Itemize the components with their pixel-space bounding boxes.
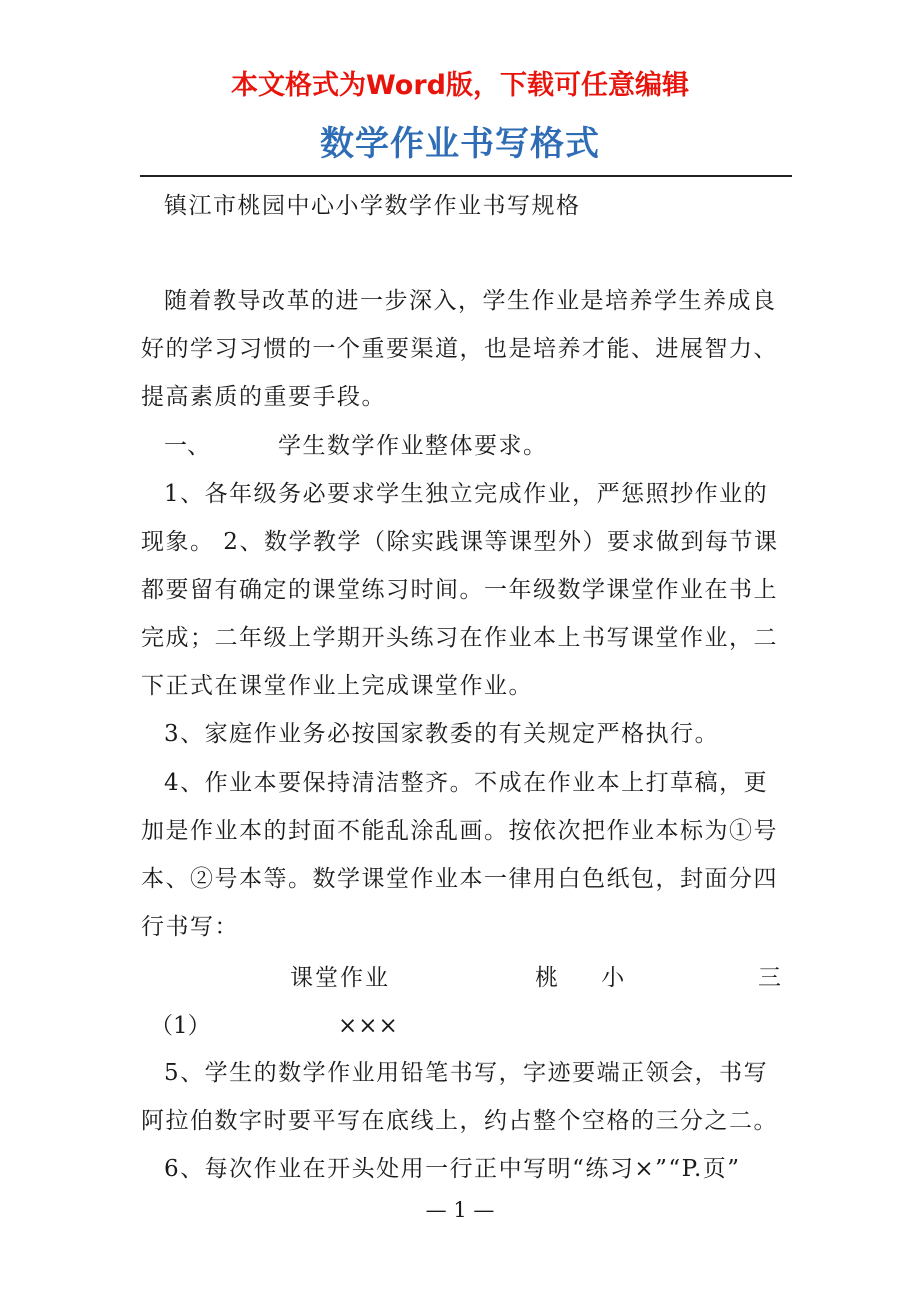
para6-line: 6、每次作业在开头处用一行正中写明“练习×”“P.页” xyxy=(164,1156,741,1182)
para1-line-3: 都要留有确定的课堂练习时间。一年级数学课堂作业在书上 xyxy=(141,577,778,603)
intro-line-2: 好的学习习惯的一个重要渠道，也是培养才能、进展智力、 xyxy=(141,336,778,362)
page-number: — 1 — xyxy=(425,1198,495,1222)
para4-line-3: 本、②号本等。数学课堂作业本一律用白色纸包，封面分四 xyxy=(141,866,778,892)
cover-student-name: ××× xyxy=(338,1013,399,1039)
cover-label: 课堂作业 xyxy=(290,965,390,991)
para4-line-4: 行书写： xyxy=(141,914,239,940)
para4-line-1: 4、作业本要保持清洁整齐。不成在作业本上打草稿，更 xyxy=(164,770,769,796)
cover-class-number: （1） xyxy=(150,1013,211,1039)
intro-line-3: 提高素质的重要手段。 xyxy=(141,384,386,410)
section-number: 一、 xyxy=(164,433,210,459)
para4-line-2: 加是作业本的封面不能乱涂乱画。按依次把作业本标为①号 xyxy=(141,818,778,844)
download-banner: 本文格式为Word版，下载可任意编辑 xyxy=(230,70,689,101)
section-title: 学生数学作业整体要求。 xyxy=(278,433,548,459)
para5-line-2: 阿拉伯数字时要平写在底线上，约占整个空格的三分之二。 xyxy=(141,1108,778,1134)
para1-line-4: 完成；二年级上学期开头练习在作业本上书写课堂作业，二 xyxy=(141,625,778,651)
cover-school: 桃 小 xyxy=(535,965,643,991)
document-title: 数学作业书写格式 xyxy=(320,124,600,164)
title-divider xyxy=(140,175,792,177)
para3-line: 3、家庭作业务必按国家教委的有关规定严格执行。 xyxy=(164,721,720,747)
para1-line-1: 1、各年级务必要求学生独立完成作业，严惩照抄作业的 xyxy=(164,481,769,507)
cover-grade: 三 xyxy=(758,965,781,991)
para5-line-1: 5、学生的数学作业用铅笔书写，字迹要端正领会，书写 xyxy=(164,1060,769,1086)
para1-line-2: 现象。 2、数学教学（除实践课等课型外）要求做到每节课 xyxy=(141,529,779,555)
school-name: 镇江市桃园中心小学数学作业书写规格 xyxy=(164,193,581,219)
intro-line-1: 随着教导改革的进一步深入，学生作业是培养学生养成良 xyxy=(164,288,777,314)
para1-line-5: 下正式在课堂作业上完成课堂作业。 xyxy=(141,673,533,699)
